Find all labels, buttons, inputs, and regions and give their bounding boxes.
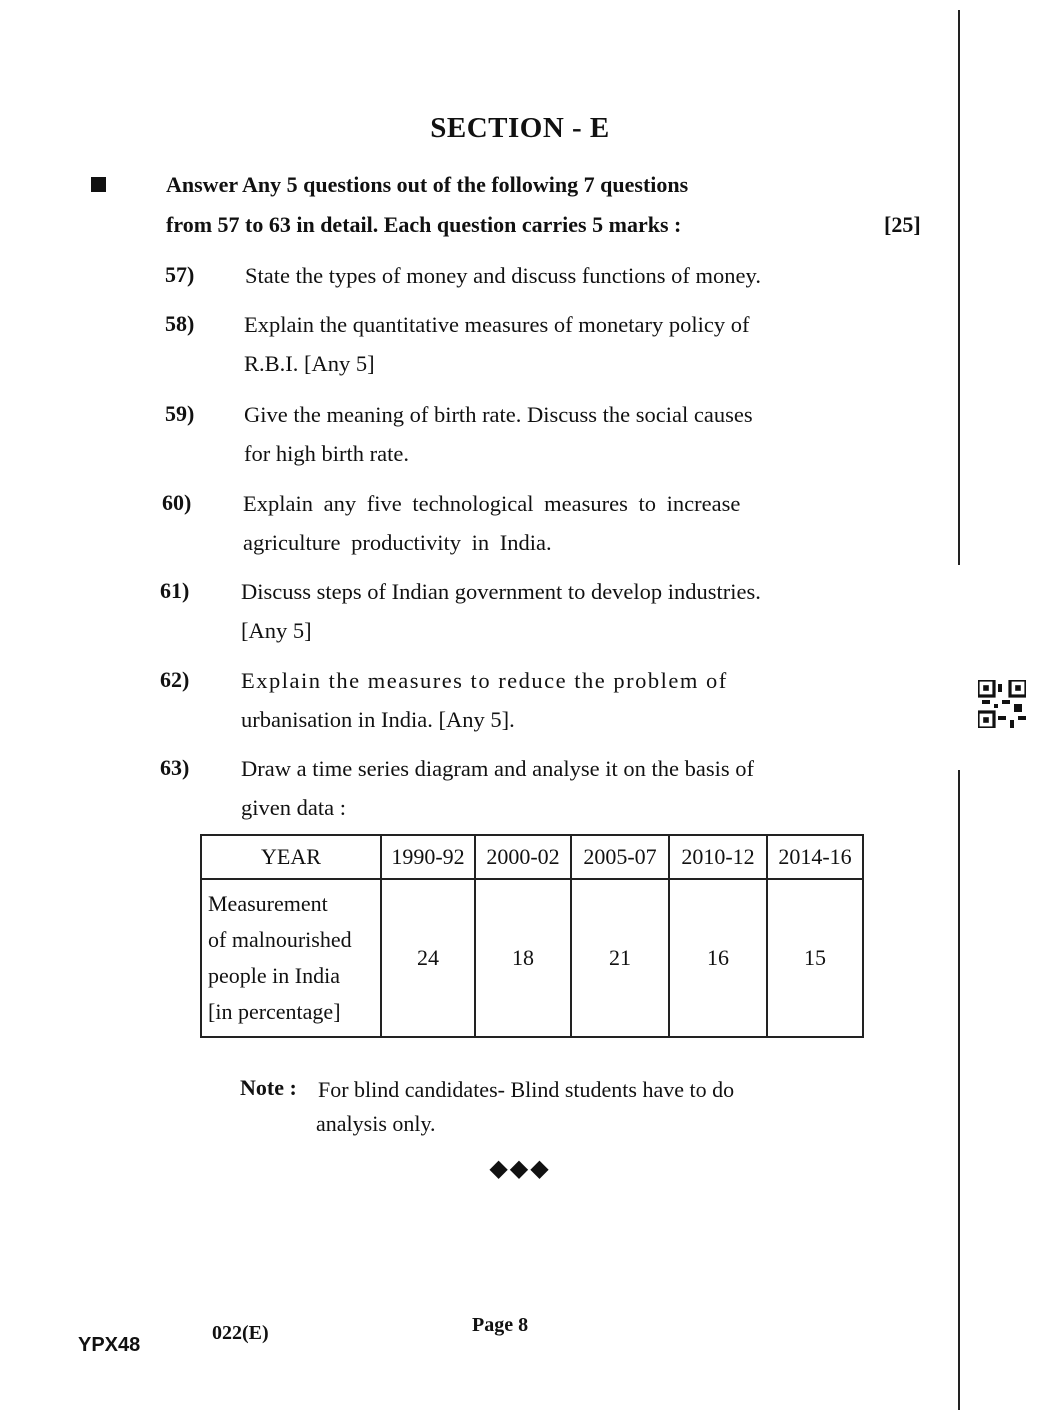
question-line: for high birth rate. (244, 441, 409, 466)
question-line: Draw a time series diagram and analyse it on the basis of (241, 756, 754, 781)
question-text (241, 572, 831, 650)
table-value: 21 (571, 879, 669, 1037)
footer-code: YPX48 (78, 1334, 141, 1356)
margin-line-top (958, 10, 960, 565)
question-line: agriculture productivity in India. (243, 530, 552, 555)
note-line-1: For blind candidates- Blind students have to do (318, 1077, 735, 1102)
question-text (241, 749, 831, 827)
table-value: 16 (669, 879, 767, 1037)
table-header-year: YEAR (201, 835, 381, 879)
question-text (245, 256, 835, 295)
question-line: Discuss steps of Indian government to develop industries. (241, 579, 761, 604)
row-label-line: Measurement (208, 891, 328, 916)
note-label-text: Note : (240, 1075, 297, 1100)
question-text (244, 395, 834, 473)
table-row-label (201, 879, 381, 1037)
note-line-2: analysis only. (316, 1111, 436, 1136)
question-number: 63) (160, 755, 190, 780)
instruction-line-1: Answer Any 5 questions out of the following 7 questions (166, 172, 689, 197)
row-label-line: people in India (208, 963, 340, 988)
question-number: 58) (165, 311, 195, 336)
question-line: Explain any five technological measures to increase (243, 491, 741, 516)
total-marks: [25] (884, 212, 921, 237)
table-value: 18 (475, 879, 571, 1037)
question-line: [Any 5] (241, 618, 312, 643)
question-number: 61) (160, 578, 190, 603)
section-title: SECTION - E (430, 112, 610, 144)
question-number: 59) (165, 401, 195, 426)
table-year: 2005-07 (571, 835, 669, 879)
note-label (240, 1070, 297, 1106)
question-line: Give the meaning of birth rate. Discuss the social causes (244, 402, 753, 427)
question-line: Explain the quantitative measures of monetary policy of (244, 312, 750, 337)
row-label-line: of malnourished (208, 927, 352, 952)
question-line: given data : (241, 795, 346, 820)
question-line: Explain the measures to reduce the problem of (241, 668, 728, 693)
row-label-line: [in percentage] (208, 999, 341, 1024)
margin-line-bottom (958, 770, 960, 1410)
question-text (244, 305, 834, 383)
footer-page: Page 8 (472, 1314, 529, 1336)
question-line: R.B.I. [Any 5] (244, 351, 375, 376)
question-text (243, 484, 833, 562)
question-line: State the types of money and discuss functions of money. (245, 263, 761, 288)
data-table (200, 834, 864, 1038)
question-text (241, 661, 831, 739)
question-number: 60) (162, 490, 192, 515)
bullet-icon (91, 177, 106, 192)
end-marker: ◆◆◆ (489, 1156, 551, 1182)
footer-paper: 022(E) (212, 1322, 269, 1344)
instruction-line-2: from 57 to 63 in detail. Each question carries 5 marks : (166, 212, 682, 237)
question-line: urbanisation in India. [Any 5]. (241, 707, 515, 732)
table-year: 1990-92 (381, 835, 475, 879)
qr-code-icon (978, 680, 1026, 728)
data-table-wrap (200, 834, 864, 1038)
question-number: 57) (165, 262, 195, 287)
table-value: 24 (381, 879, 475, 1037)
table-year: 2000-02 (475, 835, 571, 879)
table-year: 2010-12 (669, 835, 767, 879)
table-value: 15 (767, 879, 863, 1037)
table-year: 2014-16 (767, 835, 863, 879)
question-number: 62) (160, 667, 190, 692)
